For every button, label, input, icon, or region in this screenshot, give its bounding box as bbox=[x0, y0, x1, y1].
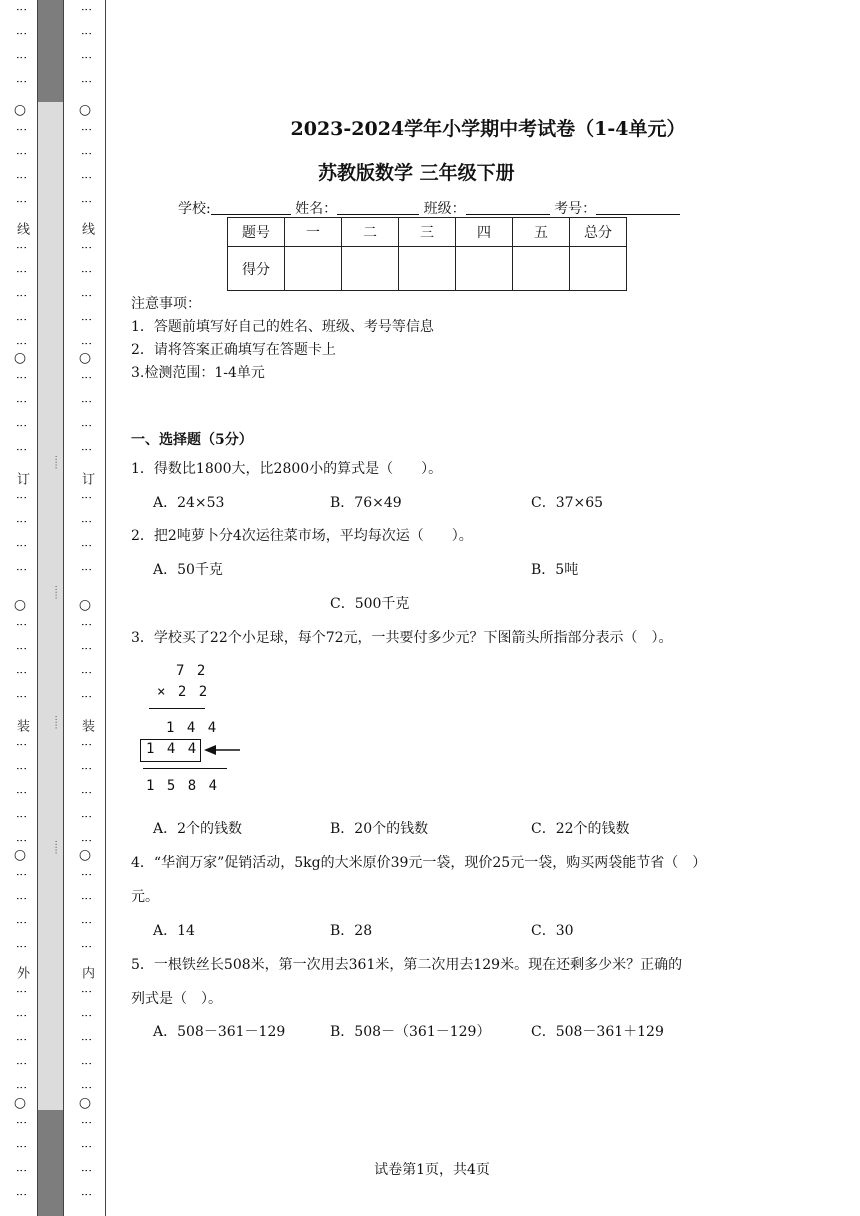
margin-dots: ⋮ bbox=[80, 691, 93, 702]
question-2-option-c[interactable]: C．500千克 bbox=[330, 596, 410, 612]
margin-line-inner bbox=[105, 0, 106, 1216]
margin-dots: ⋮ bbox=[80, 1141, 93, 1152]
exam-title bbox=[0, 114, 860, 141]
margin-dots: ⋮ bbox=[80, 28, 93, 39]
score-row-label: 得分 bbox=[228, 247, 285, 291]
margin-dots: ⋮ bbox=[80, 1165, 93, 1176]
margin-dots: ⋮ bbox=[15, 148, 28, 159]
margin-dots: ⋮ bbox=[15, 835, 28, 846]
margin-dots: ⋮ bbox=[15, 52, 28, 63]
margin-dots: ⋮ bbox=[80, 52, 93, 63]
margin-dots: ⋮ bbox=[15, 76, 28, 87]
question-4-option-c[interactable]: C．30 bbox=[531, 923, 574, 939]
page-footer: 试卷第1页，共4页 bbox=[374, 1162, 490, 1178]
figure-partial-1: 1 4 4 bbox=[166, 720, 219, 736]
question-5-stem-cont: 列式是（ ）。 bbox=[131, 991, 222, 1007]
question-1-option-c[interactable]: C．37×65 bbox=[531, 495, 604, 511]
margin-dots: ⋮ bbox=[80, 420, 93, 431]
margin-dots: ⋮ bbox=[15, 124, 28, 135]
question-3-option-b[interactable]: B．20个的钱数 bbox=[330, 821, 429, 837]
margin-bar-mark: ····· bbox=[50, 585, 60, 600]
question-2-option-b[interactable]: B．5吨 bbox=[531, 562, 579, 578]
score-cell[interactable] bbox=[456, 247, 513, 291]
margin-dots: ⋮ bbox=[80, 396, 93, 407]
margin-dots: ⋮ bbox=[80, 811, 93, 822]
margin-dots: ⋮ bbox=[15, 540, 28, 551]
margin-dots: ⋮ bbox=[80, 172, 93, 183]
notes-title: 注意事项： bbox=[131, 296, 201, 312]
question-5-stem: 5．一根铁丝长508米，第一次用去361米，第二次用去129米。现在还剩多少米？正确的 bbox=[131, 957, 683, 973]
margin-circle-mark: ○ bbox=[78, 847, 92, 863]
margin-char: 内 bbox=[79, 966, 94, 979]
margin-dots: ⋮ bbox=[80, 739, 93, 750]
question-1-stem: 1．得数比1800大，比2800小的算式是（ ）。 bbox=[131, 461, 443, 477]
margin-dots: ⋮ bbox=[80, 148, 93, 159]
exam-id-blank[interactable] bbox=[596, 200, 680, 215]
score-header-cell: 五 bbox=[513, 218, 570, 247]
margin-dots: ⋮ bbox=[80, 1117, 93, 1128]
margin-dots: ⋮ bbox=[15, 172, 28, 183]
margin-dots: ⋮ bbox=[80, 540, 93, 551]
margin-dots: ⋮ bbox=[15, 893, 28, 904]
margin-dots: ⋮ bbox=[80, 893, 93, 904]
question-3-stem: 3．学校买了22个小足球，每个72元，一共要付多少元？下图箭头所指部分表示（ ）。 bbox=[131, 630, 673, 646]
margin-dots: ⋮ bbox=[15, 196, 28, 207]
margin-dots: ⋮ bbox=[80, 196, 93, 207]
margin-char: 外 bbox=[14, 966, 29, 979]
margin-dots: ⋮ bbox=[80, 763, 93, 774]
score-cell[interactable] bbox=[570, 247, 627, 291]
figure-result: 1 5 8 4 bbox=[146, 778, 220, 794]
margin-dots: ⋮ bbox=[15, 290, 28, 301]
margin-dots: ⋮ bbox=[15, 986, 28, 997]
binding-margin bbox=[0, 0, 106, 1216]
margin-dots: ⋮ bbox=[80, 314, 93, 325]
margin-outer-column bbox=[13, 0, 27, 1216]
margin-dots: ⋮ bbox=[15, 763, 28, 774]
margin-dots: ⋮ bbox=[80, 564, 93, 575]
question-1-option-a[interactable]: A．24×53 bbox=[153, 495, 225, 511]
score-header-cell: 题号 bbox=[228, 218, 285, 247]
score-header-cell: 四 bbox=[456, 218, 513, 247]
margin-char: 订 bbox=[14, 472, 29, 485]
margin-dots: ⋮ bbox=[15, 242, 28, 253]
margin-dots: ⋮ bbox=[15, 4, 28, 15]
question-3-option-a[interactable]: A．2个的钱数 bbox=[153, 821, 243, 837]
question-1-option-b[interactable]: B．76×49 bbox=[330, 495, 402, 511]
figure-partial-2: 1 4 4 bbox=[146, 741, 199, 757]
figure-rule bbox=[143, 768, 227, 769]
question-4-stem: 4．“华润万家”促销活动，5kg的大米原价39元一袋，现价25元一袋，购买两袋能节省（ ） bbox=[131, 855, 707, 871]
margin-dots: ⋮ bbox=[80, 516, 93, 527]
margin-line-right bbox=[63, 0, 64, 1216]
margin-dots: ⋮ bbox=[80, 619, 93, 630]
margin-char: 线 bbox=[79, 222, 94, 235]
note-item: 3.检测范围：1-4单元 bbox=[131, 365, 265, 381]
margin-char: 线 bbox=[14, 222, 29, 235]
margin-dots: ⋮ bbox=[15, 28, 28, 39]
margin-inner-column bbox=[78, 0, 92, 1216]
score-header-cell: 三 bbox=[399, 218, 456, 247]
margin-bar-top bbox=[38, 0, 63, 102]
margin-dots: ⋮ bbox=[15, 787, 28, 798]
margin-dots: ⋮ bbox=[15, 314, 28, 325]
question-2-option-a[interactable]: A．50千克 bbox=[153, 562, 223, 578]
margin-dots: ⋮ bbox=[80, 372, 93, 383]
margin-dots: ⋮ bbox=[80, 1058, 93, 1069]
margin-circle-mark: ○ bbox=[13, 847, 27, 863]
question-3-option-c[interactable]: C．22个的钱数 bbox=[531, 821, 630, 837]
margin-dots: ⋮ bbox=[15, 1165, 28, 1176]
margin-dots: ⋮ bbox=[80, 941, 93, 952]
question-4-option-a[interactable]: A．14 bbox=[153, 923, 195, 939]
margin-circle-mark: ○ bbox=[78, 102, 92, 118]
figure-rule bbox=[149, 708, 205, 709]
margin-dots: ⋮ bbox=[80, 1034, 93, 1045]
margin-dots: ⋮ bbox=[80, 787, 93, 798]
margin-dots: ⋮ bbox=[80, 835, 93, 846]
margin-dots: ⋮ bbox=[15, 811, 28, 822]
margin-dots: ⋮ bbox=[80, 667, 93, 678]
margin-dots: ⋮ bbox=[80, 290, 93, 301]
section-heading: 一、选择题（5分） bbox=[131, 432, 253, 448]
score-table bbox=[227, 217, 627, 291]
margin-circle-mark: ○ bbox=[78, 350, 92, 366]
margin-char: 装 bbox=[14, 719, 29, 732]
school-blank[interactable] bbox=[211, 200, 291, 215]
margin-dots: ⋮ bbox=[15, 1189, 28, 1200]
question-5-option-a[interactable]: A．508－361－129 bbox=[153, 1024, 286, 1040]
score-cell[interactable] bbox=[285, 247, 342, 291]
margin-dots: ⋮ bbox=[80, 917, 93, 928]
question-4-option-b[interactable]: B．28 bbox=[330, 923, 373, 939]
margin-dots: ⋮ bbox=[15, 917, 28, 928]
margin-bar-mark: ····· bbox=[50, 840, 60, 855]
margin-circle-mark: ○ bbox=[13, 102, 27, 118]
margin-dots: ⋮ bbox=[15, 1010, 28, 1021]
figure-multiplicand: 7 2 bbox=[176, 663, 208, 679]
score-table-score-row bbox=[228, 247, 627, 291]
score-header-cell: 一 bbox=[285, 218, 342, 247]
margin-char: 订 bbox=[79, 472, 94, 485]
margin-dots: ⋮ bbox=[80, 986, 93, 997]
margin-dots: ⋮ bbox=[15, 667, 28, 678]
margin-dots: ⋮ bbox=[15, 372, 28, 383]
student-info-row bbox=[178, 198, 680, 218]
margin-dots: ⋮ bbox=[15, 1058, 28, 1069]
margin-dots: ⋮ bbox=[80, 4, 93, 15]
margin-circle-mark: ○ bbox=[13, 1095, 27, 1111]
margin-dots: ⋮ bbox=[80, 444, 93, 455]
arrow-left-icon bbox=[202, 740, 242, 760]
margin-dots: ⋮ bbox=[80, 869, 93, 880]
margin-circle-mark: ○ bbox=[13, 350, 27, 366]
margin-dots: ⋮ bbox=[80, 1010, 93, 1021]
margin-dots: ⋮ bbox=[15, 396, 28, 407]
margin-dots: ⋮ bbox=[80, 1189, 93, 1200]
question-5-option-c[interactable]: C．508－361＋129 bbox=[531, 1024, 664, 1040]
exam-id-label: 考号： bbox=[554, 201, 597, 217]
question-5-option-b[interactable]: B．508－（361－129） bbox=[330, 1024, 491, 1040]
class-label: 班级： bbox=[423, 201, 466, 217]
class-blank[interactable] bbox=[466, 200, 550, 215]
margin-dots: ⋮ bbox=[15, 516, 28, 527]
name-label: 姓名： bbox=[295, 201, 338, 217]
margin-char: 装 bbox=[79, 719, 94, 732]
score-header-cell: 总分 bbox=[570, 218, 627, 247]
margin-dots: ⋮ bbox=[15, 444, 28, 455]
school-label: 学校: bbox=[178, 201, 211, 217]
margin-dots: ⋮ bbox=[15, 1082, 28, 1093]
margin-dots: ⋮ bbox=[15, 492, 28, 503]
margin-dots: ⋮ bbox=[80, 76, 93, 87]
margin-bar-mark: ····· bbox=[50, 455, 60, 470]
margin-dots: ⋮ bbox=[15, 941, 28, 952]
margin-dots: ⋮ bbox=[15, 691, 28, 702]
margin-dots: ⋮ bbox=[80, 492, 93, 503]
margin-dots: ⋮ bbox=[15, 619, 28, 630]
name-blank[interactable] bbox=[337, 200, 419, 215]
margin-dots: ⋮ bbox=[80, 124, 93, 135]
question-2-stem: 2．把2吨萝卜分4次运往菜市场，平均每次运（ ）。 bbox=[131, 528, 473, 544]
margin-circle-mark: ○ bbox=[78, 597, 92, 613]
score-cell[interactable] bbox=[342, 247, 399, 291]
margin-bar-middle bbox=[38, 102, 63, 1110]
margin-dots: ⋮ bbox=[15, 338, 28, 349]
margin-dots: ⋮ bbox=[80, 338, 93, 349]
margin-dots: ⋮ bbox=[15, 643, 28, 654]
margin-dots: ⋮ bbox=[80, 643, 93, 654]
exam-title-range: （1-4单元） bbox=[575, 118, 686, 140]
margin-dots: ⋮ bbox=[15, 420, 28, 431]
margin-dots: ⋮ bbox=[15, 266, 28, 277]
margin-dots: ⋮ bbox=[80, 242, 93, 253]
score-header-cell: 二 bbox=[342, 218, 399, 247]
margin-circle-mark: ○ bbox=[13, 597, 27, 613]
score-cell[interactable] bbox=[399, 247, 456, 291]
margin-dots: ⋮ bbox=[15, 1141, 28, 1152]
margin-dots: ⋮ bbox=[80, 266, 93, 277]
figure-multiplier: × 2 2 bbox=[157, 684, 210, 700]
margin-dots: ⋮ bbox=[15, 564, 28, 575]
exam-subtitle: 苏教版数学 三年级下册 bbox=[318, 162, 515, 184]
margin-dots: ⋮ bbox=[15, 1117, 28, 1128]
score-cell[interactable] bbox=[513, 247, 570, 291]
margin-dots: ⋮ bbox=[15, 1034, 28, 1045]
exam-title-main: 2023-2024学年小学期中考试卷 bbox=[290, 118, 576, 140]
note-item: 1．答题前填写好自己的姓名、班级、考号等信息 bbox=[131, 319, 434, 335]
margin-dots: ⋮ bbox=[15, 869, 28, 880]
question-4-stem-cont: 元。 bbox=[131, 889, 159, 905]
note-item: 2．请将答案正确填写在答题卡上 bbox=[131, 342, 336, 358]
score-table-header-row bbox=[228, 218, 627, 247]
margin-dots: ⋮ bbox=[80, 1082, 93, 1093]
margin-bar-mark: ····· bbox=[50, 715, 60, 730]
margin-circle-mark: ○ bbox=[78, 1095, 92, 1111]
margin-dots: ⋮ bbox=[15, 739, 28, 750]
